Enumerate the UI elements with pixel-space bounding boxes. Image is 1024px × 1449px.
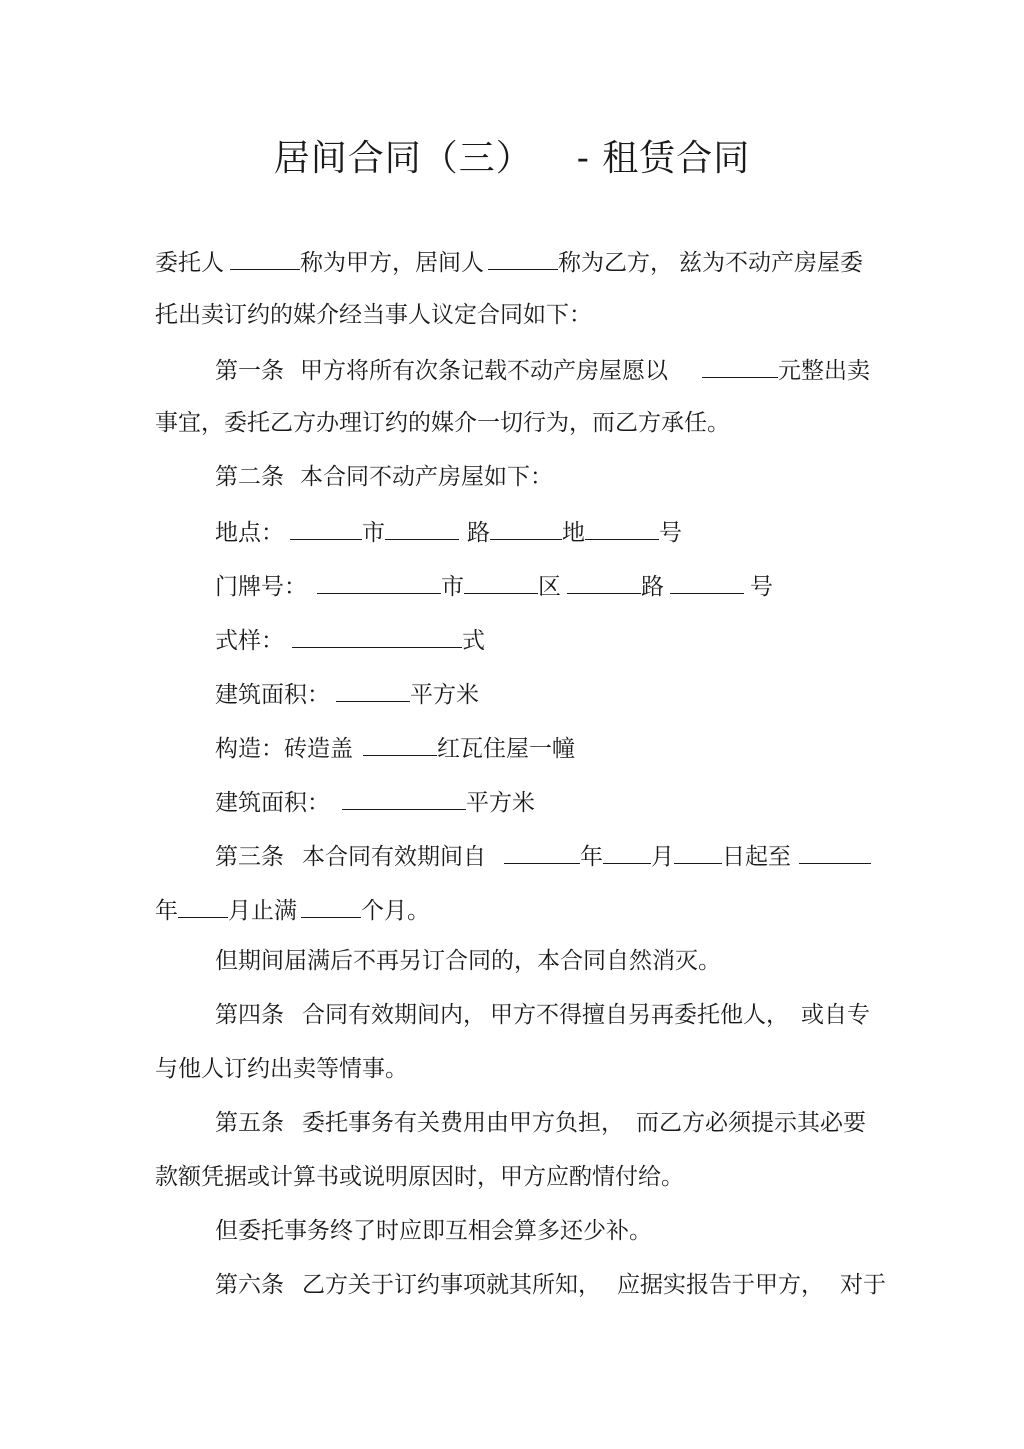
intro-text: 兹为不动产房屋委 <box>679 250 863 276</box>
area-blank-2 <box>342 785 466 810</box>
intro-line-1 <box>155 245 863 279</box>
structure-blank <box>363 731 437 756</box>
unit-text: 月 <box>651 844 674 870</box>
article-5-line-2: 款额凭据或计算书或说明原因时，甲方应酌情付给。 <box>155 1164 684 1190</box>
unit-text: 路 <box>467 520 490 546</box>
area-row-2 <box>215 785 535 819</box>
field-label: 门牌号： <box>215 574 307 600</box>
article-5 <box>215 1107 866 1139</box>
style-blank <box>292 623 462 648</box>
unit-text: 市 <box>362 520 385 546</box>
structure-row <box>215 731 575 765</box>
unit-text: 号 <box>659 520 682 546</box>
unit-text: 平方米 <box>466 790 535 816</box>
unit-text: 区 <box>538 574 561 600</box>
location-row <box>215 515 682 549</box>
intro-text: 称为甲方，居间人 <box>300 250 484 276</box>
doorplate-road-blank <box>670 569 744 594</box>
article-label: 第一条 <box>215 358 284 384</box>
field-label: 建筑面积： <box>215 682 330 708</box>
article-text: 元整出卖 <box>778 358 870 384</box>
article-3-note: 但期间届满后不再另订合同的，本合同自然消灭。 <box>215 948 721 974</box>
article-text: 对于 <box>840 1272 886 1298</box>
article-text: 而乙方必须提示其必要 <box>636 1110 866 1136</box>
doorplate-district-blank <box>567 569 641 594</box>
unit-text: 日起至 <box>722 844 791 870</box>
unit-text: 路 <box>641 574 664 600</box>
article-4-line-2: 与他人订约出卖等情事。 <box>155 1056 408 1082</box>
article-text: 应据实报告于甲方， <box>617 1272 824 1298</box>
unit-text: 平方米 <box>410 682 479 708</box>
client-name-blank <box>230 245 300 270</box>
location-land-blank <box>490 515 562 540</box>
intro-line-2: 托出卖订约的媒介经当事人议定合同如下： <box>155 302 592 328</box>
doorplate-row <box>215 569 773 603</box>
article-1-line-2: 事宜，委托乙方办理订约的媒介一切行为，而乙方承任。 <box>155 410 730 436</box>
article-text: 合同有效期间内， <box>302 1002 486 1028</box>
unit-text: 年 <box>580 844 603 870</box>
field-label: 建筑面积： <box>215 790 330 816</box>
start-day-blank <box>674 839 722 864</box>
title-main: 居间合同（三） <box>273 138 533 179</box>
unit-text: 个月。 <box>361 898 430 924</box>
article-label: 第五条 <box>215 1110 284 1136</box>
unit-text: 月止满 <box>228 898 297 924</box>
document-title <box>0 130 1024 181</box>
start-year-blank <box>504 839 580 864</box>
article-text: 甲方将所有次条记载不动产房屋愿以 <box>300 358 668 384</box>
intro-text: 称为乙方， <box>558 250 673 276</box>
unit-text: 式 <box>462 628 485 654</box>
article-4 <box>215 999 870 1031</box>
article-5-note: 但委托事务终了时应即互相会算多还少补。 <box>215 1218 652 1244</box>
location-road-blank <box>385 515 459 540</box>
intro-text: 委托人 <box>155 250 224 276</box>
end-month-blank <box>178 893 228 918</box>
broker-name-blank <box>488 245 558 270</box>
location-number-blank <box>585 515 659 540</box>
article-label: 第六条 <box>215 1272 284 1298</box>
article-3-line-2 <box>155 893 430 927</box>
article-text: 本合同有效期间自 <box>302 844 486 870</box>
doorplate-city-blank <box>464 569 538 594</box>
article-text: 委托事务有关费用由甲方负担， <box>302 1110 624 1136</box>
field-label: 地点： <box>215 520 284 546</box>
article-6 <box>215 1269 886 1301</box>
field-label: 式样： <box>215 628 284 654</box>
article-text: 乙方关于订约事项就其所知， <box>302 1272 601 1298</box>
article-label: 第三条 <box>215 844 284 870</box>
article-label: 第四条 <box>215 1002 284 1028</box>
unit-text: 市 <box>441 574 464 600</box>
end-year-blank <box>799 839 871 864</box>
article-label: 第二条 <box>215 464 284 490</box>
location-city-blank <box>290 515 362 540</box>
article-3 <box>215 839 871 873</box>
doorplate-blank <box>317 569 441 594</box>
article-text: 甲方不得擅自另再委托他人， <box>490 1002 789 1028</box>
article-text: 本合同不动产房屋如下： <box>300 464 553 490</box>
area-blank-1 <box>336 677 410 702</box>
unit-text: 号 <box>750 574 773 600</box>
article-text: 或自专 <box>801 1002 870 1028</box>
start-month-blank <box>603 839 651 864</box>
title-subtitle: - 租赁合同 <box>576 138 751 179</box>
unit-text: 年 <box>155 898 178 924</box>
article-2 <box>215 461 553 493</box>
duration-blank <box>301 893 361 918</box>
style-row <box>215 623 485 657</box>
area-row-1 <box>215 677 479 711</box>
unit-text: 红瓦住屋一幢 <box>437 736 575 762</box>
field-label: 构造：砖造盖 <box>215 736 353 762</box>
unit-text: 地 <box>562 520 585 546</box>
price-blank <box>702 353 778 378</box>
article-1 <box>215 353 870 387</box>
